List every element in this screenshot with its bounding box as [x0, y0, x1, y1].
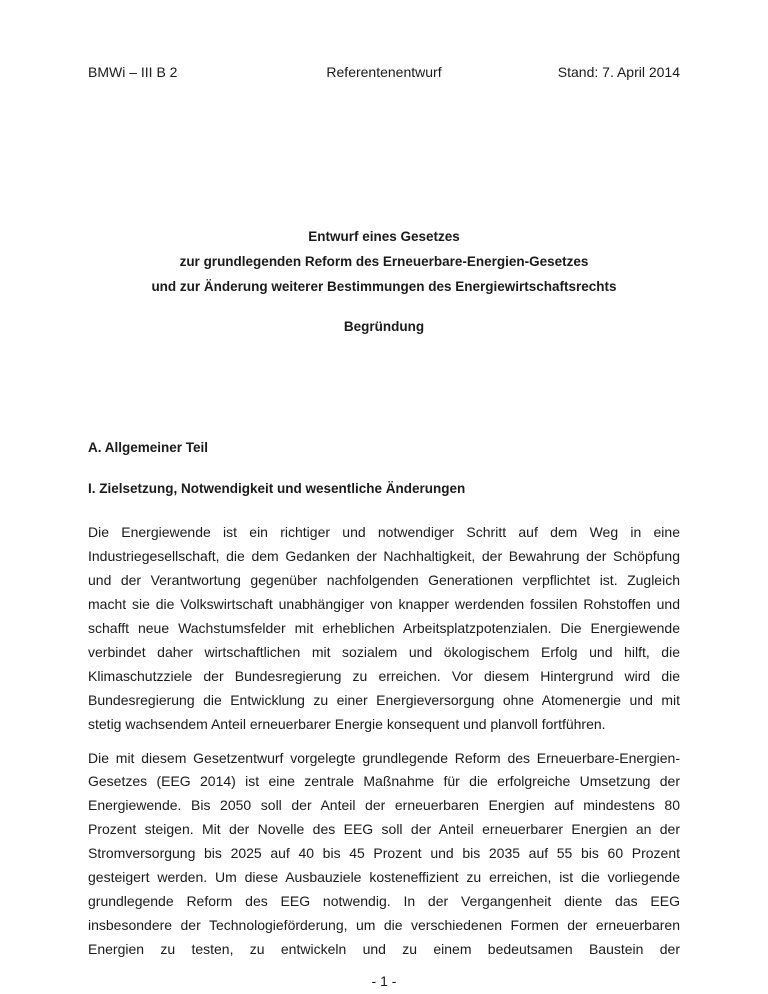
text-line: Prozent steigen. Mit der Novelle des EEG soll der Anteil erneuerbarer Energien an der [88, 821, 680, 837]
title-line-3: und zur Änderung weiterer Bestimmungen des Energiewirtschaftsrechts [151, 279, 617, 294]
subtitle: Begründung [343, 319, 425, 334]
text-line: Gesetzes (EEG 2014) ist eine zentrale Maßnahme für die erfolgreiche Umsetzung der [88, 773, 680, 789]
header-department: BMWi – III B 2 [88, 64, 178, 80]
section-heading-a: A. Allgemeiner Teil [88, 440, 209, 455]
text-line: Die mit diesem Gesetzentwurf vorgelegte grundlegende Reform des Erneuerbare-Energien- [88, 750, 680, 766]
header-document-type: Referentenentwurf [326, 64, 442, 80]
text-line: und der Verantwortung gegenüber nachfolgenden Generationen verpflichtet ist. Zugleich [88, 572, 680, 588]
text-line: macht sie die Volkswirtschaft unabhängiger von knapper werdenden fossilen Rohstoffen und [88, 596, 680, 612]
section-heading-i: I. Zielsetzung, Notwendigkeit und wesentliche Änderungen [88, 481, 466, 496]
text-line: Klimaschutzziele der Bundesregierung zu erreichen. Vor diesem Hintergrund wird die [88, 668, 680, 684]
text-line: schafft neue Wachstumsfelder mit erheblichen Arbeitsplatzpotenzialen. Die Energiewende [88, 620, 680, 636]
title-line-2: zur grundlegenden Reform des Erneuerbare-Energien-Gesetzes [179, 254, 589, 269]
text-line-continuation: Energien zu testen, zu entwickeln und zu einem bedeutsamen Baustein der [88, 941, 680, 957]
header-date: Stand: 7. April 2014 [557, 64, 680, 80]
text-line: grundlegende Reform des EEG notwendig. In der Vergangenheit diente das EEG [88, 893, 680, 909]
text-line: verbindet daher wirtschaftlichen mit sozialem und ökologischem Erfolg und hilft, die [88, 644, 680, 660]
text-line: insbesondere der Technologieförderung, um die verschiedenen Formen der erneuerbaren [88, 917, 680, 933]
text-line: Stromversorgung bis 2025 auf 40 bis 45 Prozent und bis 2035 auf 55 bis 60 Prozent [88, 845, 680, 861]
page-number: - 1 - [371, 973, 397, 989]
text-line: stetig wachsendem Anteil erneuerbarer Energie konsequent und planvoll fortführen. [88, 716, 606, 732]
title-line-1: Entwurf eines Gesetzes [308, 229, 460, 244]
text-line: Die Energiewende ist ein richtiger und notwendiger Schritt auf dem Weg in eine [88, 524, 680, 540]
text-line: gesteigert werden. Um diese Ausbauziele kosteneffizient zu erreichen, ist die vorliegende [88, 869, 680, 885]
text-line: Industriegesellschaft, die dem Gedanken der Nachhaltigkeit, der Bewahrung der Schöpfung [88, 548, 680, 564]
text-line: Bundesregierung die Entwicklung zu einer Energieversorgung ohne Atomenergie und mit [88, 692, 680, 708]
text-line: Energiewende. Bis 2050 soll der Anteil der erneuerbaren Energien auf mindestens 80 [88, 797, 680, 813]
